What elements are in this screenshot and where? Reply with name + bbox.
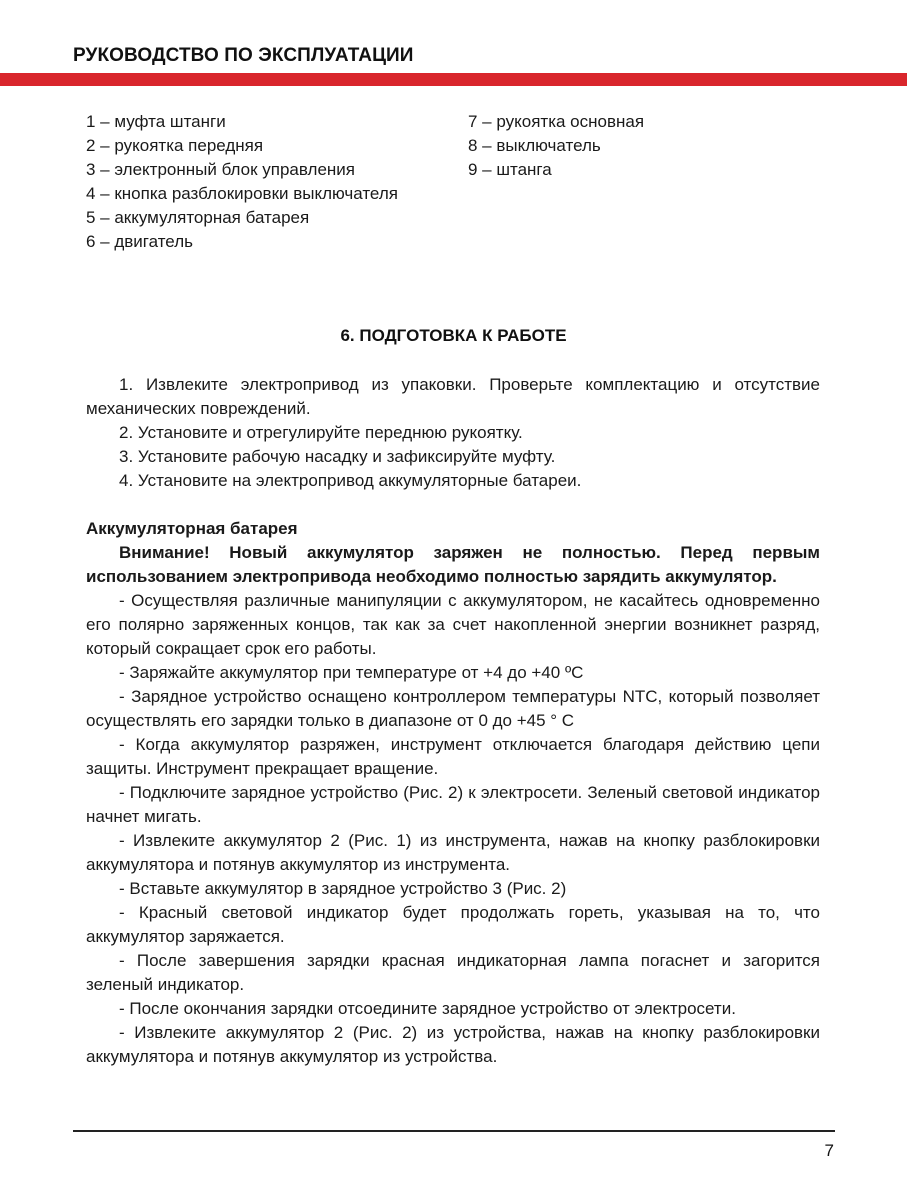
parts-list-item: 3 – электронный блок управления bbox=[86, 160, 355, 179]
parts-list-item: 7 – рукоятка основная bbox=[468, 112, 645, 131]
battery-instruction: - Зарядное устройство оснащено контроллером температуры NTC, который позволяет осуществлять его зарядки только в диапазоне от 0 до +45 ° С bbox=[86, 687, 820, 730]
page-header-title: РУКОВОДСТВО ПО ЭКСПЛУАТАЦИИ bbox=[73, 45, 414, 66]
section-title: 6. ПОДГОТОВКА К РАБОТЕ bbox=[340, 326, 567, 345]
battery-instruction: - Красный световой индикатор будет продолжать гореть, указывая на то, что аккумулятор заряжается. bbox=[86, 903, 820, 946]
step-paragraph: 4. Установите на электропривод аккумуляторные батареи. bbox=[119, 471, 582, 490]
battery-subheading: Аккумуляторная батарея bbox=[86, 519, 298, 538]
parts-list-item: 5 – аккумуляторная батарея bbox=[86, 208, 310, 227]
battery-instruction: - Подключите зарядное устройство (Рис. 2) к электросети. Зеленый световой индикатор начнет мигать. bbox=[86, 783, 820, 826]
step-paragraph: 2. Установите и отрегулируйте переднюю рукоятку. bbox=[119, 423, 523, 442]
page-number: 7 bbox=[824, 1141, 834, 1160]
step-paragraph: 3. Установите рабочую насадку и зафиксируйте муфту. bbox=[119, 447, 556, 466]
parts-list-item: 8 – выключатель bbox=[468, 136, 601, 155]
battery-section bbox=[86, 517, 820, 1069]
parts-list-item: 9 – штанга bbox=[468, 160, 552, 179]
parts-list-item: 2 – рукоятка передняя bbox=[86, 136, 264, 155]
parts-list-item: 4 – кнопка разблокировки выключателя bbox=[86, 184, 398, 203]
battery-instruction: - Извлеките аккумулятор 2 (Рис. 2) из устройства, нажав на кнопку разблокировки аккумулятора и потянув аккумулятор из устройства. bbox=[86, 1023, 820, 1066]
parts-list-right bbox=[468, 110, 644, 182]
battery-instruction: - Извлеките аккумулятор 2 (Рис. 1) из инструмента, нажав на кнопку разблокировки аккумулятора и потянув аккумулятор из инструмента. bbox=[86, 831, 820, 874]
step-paragraph: 1. Извлеките электропривод из упаковки. Проверьте комплектацию и отсутствие механических повреждений. bbox=[86, 375, 820, 418]
footer-divider bbox=[73, 1130, 835, 1132]
parts-list-item: 1 – муфта штанги bbox=[86, 112, 226, 131]
preparation-steps bbox=[86, 373, 820, 493]
parts-list-left bbox=[86, 110, 398, 254]
header-accent-bar bbox=[0, 73, 907, 86]
battery-instruction: - Осуществляя различные манипуляции с аккумулятором, не касайтесь одновременно его полярно заряженных концов, так как за счет накопленной энергии возникнет разряд, который сокращает срок его работы. bbox=[86, 591, 820, 658]
battery-warning: Внимание! Новый аккумулятор заряжен не полностью. Перед первым использованием электропривода необходимо полностью зарядить аккумулятор. bbox=[86, 543, 820, 586]
parts-list-item: 6 – двигатель bbox=[86, 232, 193, 251]
battery-instruction: - После окончания зарядки отсоедините зарядное устройство от электросети. bbox=[119, 999, 736, 1018]
battery-instruction: - Заряжайте аккумулятор при температуре от +4 до +40 ºС bbox=[119, 663, 584, 682]
battery-instruction: - Вставьте аккумулятор в зарядное устройство 3 (Рис. 2) bbox=[119, 879, 567, 898]
battery-instruction: - Когда аккумулятор разряжен, инструмент отключается благодаря действию цепи защиты. Инструмент прекращает вращение. bbox=[86, 735, 820, 778]
battery-instruction: - После завершения зарядки красная индикаторная лампа погаснет и загорится зеленый индикатор. bbox=[86, 951, 820, 994]
